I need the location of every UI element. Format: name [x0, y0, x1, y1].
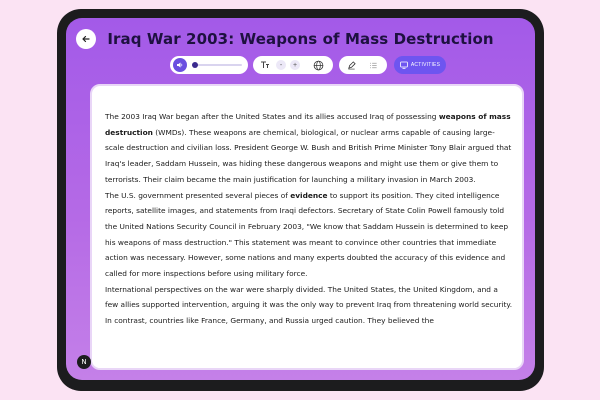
list-button[interactable]: [366, 58, 380, 72]
article-paragraph: [105, 109, 513, 188]
list-icon: [369, 61, 378, 70]
activities-label: ACTIVITIES: [410, 62, 441, 68]
paragraph-text: The 2003 Iraq War began after the United States and its allies accused Iraq of possessing: [105, 112, 439, 121]
play-audio-button[interactable]: [173, 58, 187, 72]
bold-term: weapons of mass destruction: [105, 112, 511, 137]
edit-controls: [339, 56, 387, 74]
audio-progress-knob[interactable]: [192, 62, 198, 68]
article-text: [105, 109, 513, 329]
assistant-button[interactable]: N: [77, 355, 91, 369]
article-paragraph: [105, 282, 513, 329]
app-screen: [66, 18, 535, 380]
bold-term: evidence: [290, 190, 328, 200]
translate-button[interactable]: [312, 59, 324, 71]
pen-icon: [347, 61, 356, 70]
activities-button[interactable]: [394, 56, 446, 74]
annotate-button[interactable]: [344, 58, 358, 72]
paragraph-text: to support its position. They cited intelligence reports, satellite images, and statements from Iraqi defectors. Secretary of State Colin Powell famously told the United Nations Security Council in February 2003, "We know that Saddam Hussein is determined to keep his weapons of mass destruction." This statement was meant to convince other countries that immediate action was necessary. However, some nations and many experts doubted the accuracy of this evidence and called for more inspections before using military force.: [105, 190, 509, 279]
speaker-icon: [176, 61, 184, 69]
paragraph-text: The U.S. government presented several pieces of: [105, 190, 291, 200]
decrease-font-button[interactable]: -: [276, 60, 286, 70]
font-size-button[interactable]: [258, 58, 272, 72]
audio-player: [170, 56, 248, 74]
reading-panel[interactable]: [90, 84, 524, 370]
increase-font-button[interactable]: +: [290, 60, 300, 70]
text-size-icon: [260, 60, 270, 70]
paragraph-text: International perspectives on the war were sharply divided. The United States, the United Kingdom, and a few allies supported intervention, arguing it was the only way to prevent Iraq from threatening world security. In contrast, countries like France, Germany, and Russia urged caution. They believed the: [105, 284, 513, 326]
text-controls: [253, 56, 333, 74]
activities-icon: [400, 61, 408, 69]
audio-progress-slider[interactable]: [192, 64, 242, 66]
article-paragraph: [105, 188, 513, 282]
paragraph-text: (WMDs). These weapons are chemical, biological, or nuclear arms capable of causing large-scale destruction and civilian loss. President George W. Bush and British Prime Minister Tony Blair argued that Iraq's leader, Saddam Hussein, was hiding these dangerous weapons and might use them or give them to terrorists. Their claim became the main justification for launching a military invasion in March 2003.: [105, 127, 512, 184]
scroll-fade: [92, 348, 522, 368]
page-title: Iraq War 2003: Weapons of Mass Destruction: [107, 30, 494, 48]
globe-icon: [313, 60, 324, 71]
